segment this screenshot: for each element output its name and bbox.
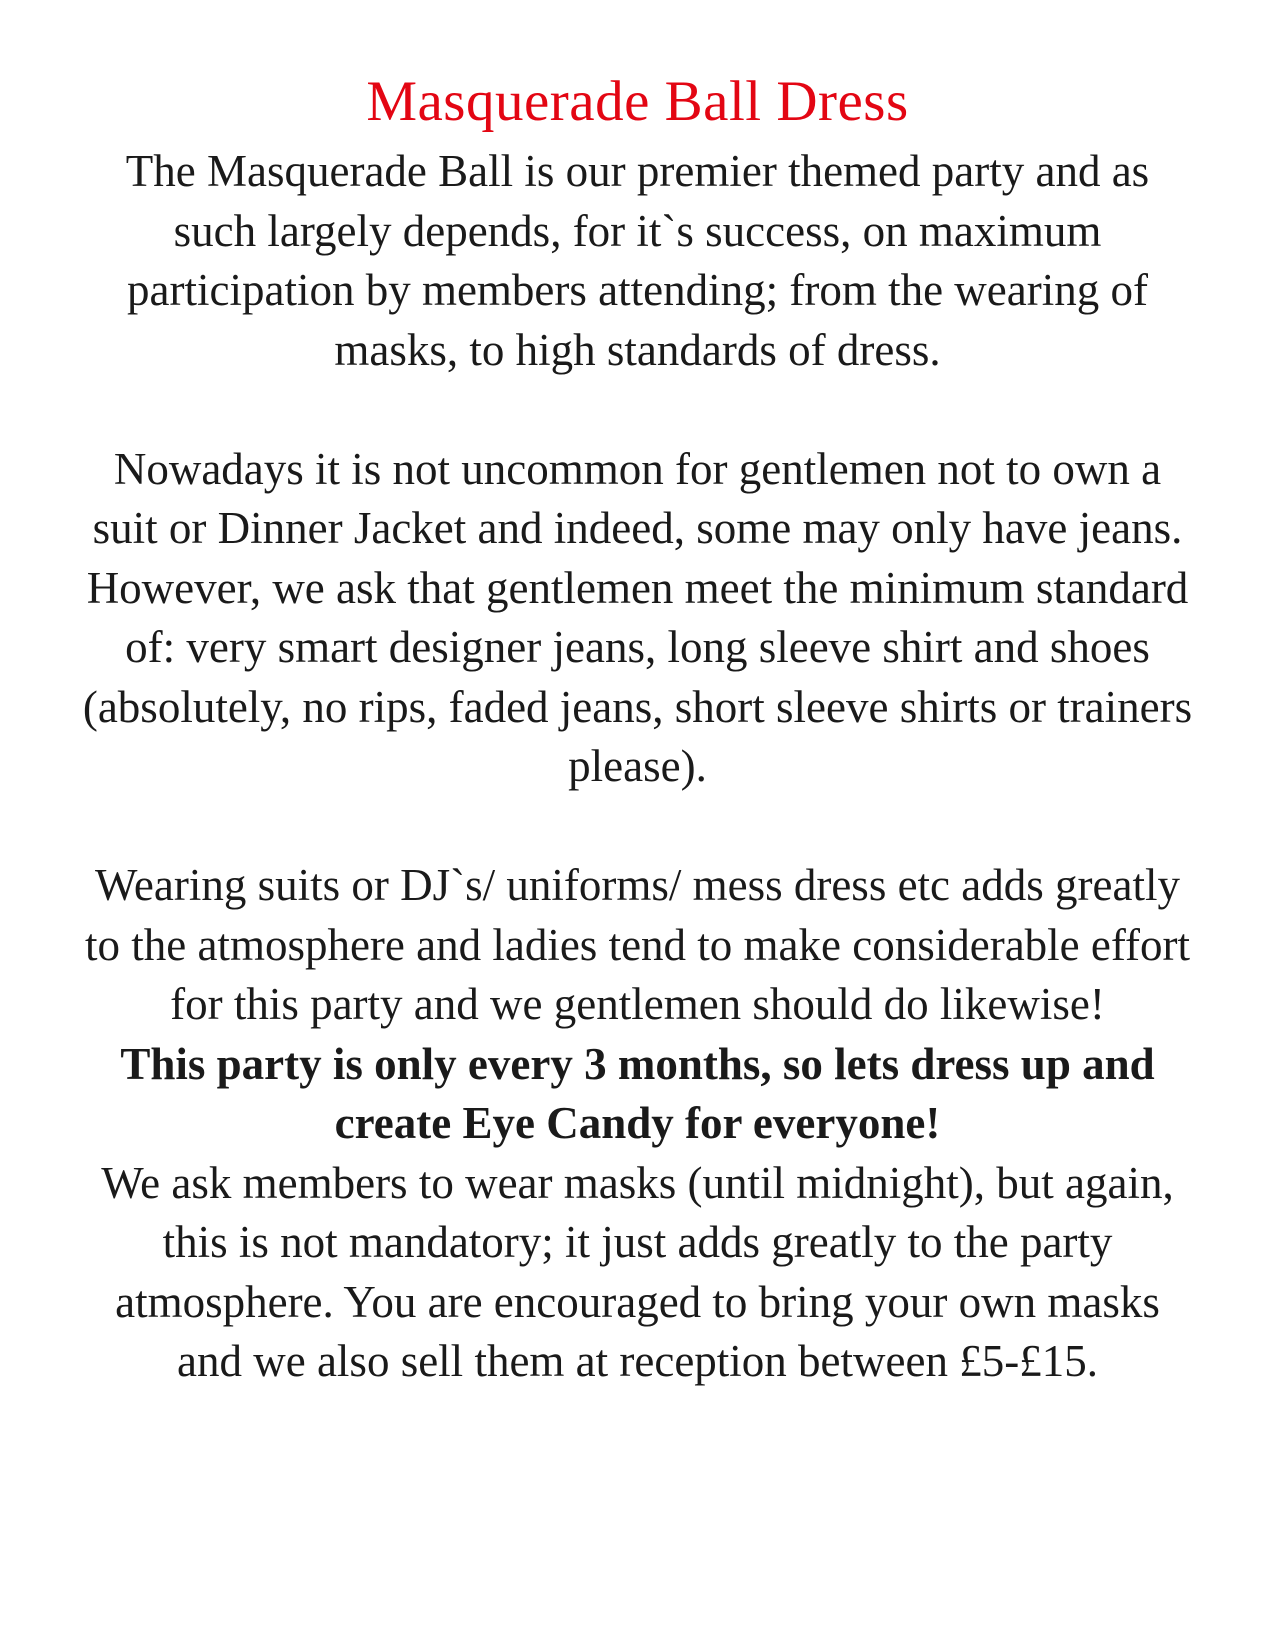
paragraph-intro: The Masquerade Ball is our premier themed party and as such largely depends, for it`s success, on maximum participation by members attending; from the wearing of masks, to high standards of dress.: [125, 146, 1150, 375]
bold-statement: This party is only every 3 months, so lets dress up and create Eye Candy for everyone!: [120, 1038, 1155, 1148]
paragraph-atmosphere: Wearing suits or DJ`s/ uniforms/ mess dress etc adds greatly to the atmosphere and ladies tend to make considerable effort for this party and we gentlemen should do likewise!: [84, 860, 1191, 1029]
paragraph-spacer: [80, 380, 1195, 440]
paragraph-spacer: [80, 797, 1195, 857]
document-page: [80, 62, 1195, 1392]
paragraph-masks: We ask members to wear masks (until midnight), but again, this is not mandatory; it just adds greatly to the party atmosphere. You are encouraged to bring your own masks and we also sell them at reception between £5-£15.: [101, 1157, 1174, 1386]
page-title: Masquerade Ball Dress: [366, 70, 909, 133]
paragraph-dress-standard: Nowadays it is not uncommon for gentlemen not to own a suit or Dinner Jacket and indeed, some may only have jeans. However, we ask that gentlemen meet the minimum standard of: very smart designer jeans, long sleeve shirt and shoes (absolutely, no rips, faded jeans, short sleeve shirts or trainers please).: [82, 443, 1193, 791]
